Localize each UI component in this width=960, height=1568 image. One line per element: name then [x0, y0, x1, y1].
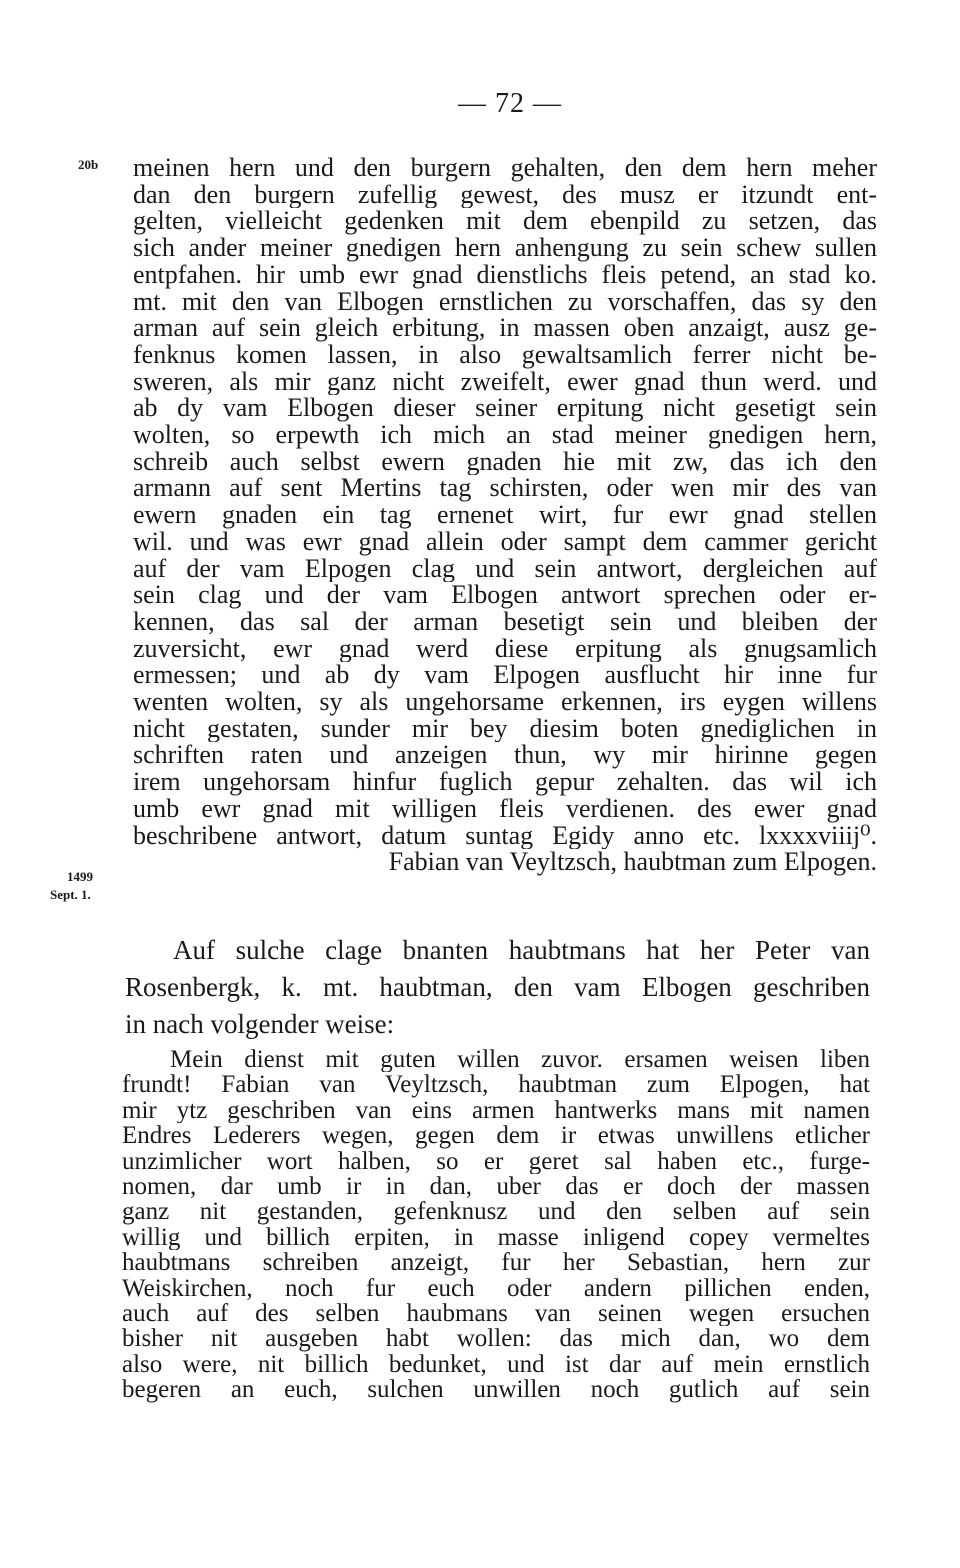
text-line: in nach volgender weise:: [125, 1009, 395, 1039]
text-line: schriften raten und anzeigen thun, wy mir hirinne gegen: [133, 742, 877, 770]
margin-note-year: 1499: [67, 869, 93, 884]
signature-line: Fabian van Veyltzsch, haubtman zum Elpogen.: [388, 849, 877, 876]
text-line: also were, nit billich bedunket, und ist dar auf mein ernstlich: [122, 1351, 870, 1378]
text-line: wenten wolten, sy als ungehorsame erkennen, irs eygen willens: [133, 689, 877, 716]
text-line: Endres Lederers wegen, gegen dem ir etwas unwillens etlicher: [122, 1123, 870, 1149]
text-line: bisher nit ausgeben habt wollen: das mich dan, wo dem: [122, 1326, 870, 1352]
text-line: Mein dienst mit guten willen zuvor. ersamen weisen liben: [170, 1047, 870, 1073]
text-line: entpfahen. hir umb ewr gnad dienstlichs fleis petend, an stad ko.: [133, 261, 877, 289]
text-line: ewern gnaden ein tag ernenet wirt, fur ewr gnad stellen: [133, 502, 877, 529]
text-line: kennen, das sal der arman besetigt sein und bleiben der: [133, 608, 877, 636]
narrative-paragraph: [125, 932, 870, 1043]
text-line: arman auf sein gleich erbitung, in massen oben anzaigt, ausz ge-: [133, 315, 877, 342]
text-line: Auf sulche clage bnanten haubtmans hat her Peter van: [173, 935, 870, 965]
text-line: ganz nit gestanden, gefenknusz und den selben auf sein: [122, 1199, 870, 1225]
text-line: begeren an euch, sulchen unwillen noch gutlich auf sein: [122, 1377, 870, 1403]
text-line: irem ungehorsam hinfur fuglich gepur zehalten. das wil ich: [133, 769, 877, 796]
text-line: auch auf des selben haubmans van seinen wegen ersuchen: [122, 1301, 870, 1327]
text-line: nicht gestaten, sunder mir bey diesim boten gnediglichen in: [133, 715, 877, 743]
text-line: wil. und was ewr gnad allein oder sampt dem cammer gericht: [133, 528, 877, 556]
text-line: nomen, dar umb ir in dan, uber das er doch der massen: [122, 1174, 870, 1200]
text-line: sein clag und der vam Elbogen antwort sprechen oder er-: [133, 582, 877, 609]
text-line: Rosenbergk, k. mt. haubtman, den vam Elbogen geschriben: [125, 972, 870, 1002]
text-line: zuversicht, ewr gnad werd diese erpitung als gnugsamlich: [133, 635, 877, 663]
text-line: wolten, so erpewth ich mich an stad meiner gnedigen hern,: [133, 422, 877, 449]
margin-note-folio: 20b: [78, 157, 99, 172]
text-line: sweren, als mir ganz nicht zweifelt, ewer gnad thun werd. und: [133, 368, 877, 396]
text-line: sich ander meiner gnedigen hern anhengung zu sein schew sullen: [133, 235, 877, 262]
text-line: ab dy vam Elbogen dieser seiner erpitung nicht gesetigt sein: [133, 395, 877, 423]
text-line: haubtmans schreiben anzeigt, fur her Sebastian, hern zur: [122, 1250, 870, 1276]
text-line: mt. mit den van Elbogen ernstlichen zu vorschaffen, das sy den: [133, 288, 877, 316]
text-line: frundt! Fabian van Veyltzsch, haubtman zum Elpogen, hat: [122, 1072, 870, 1098]
text-line: Weiskirchen, noch fur euch oder andern pillichen enden,: [122, 1275, 870, 1302]
text-line: dan den burgern zufellig gewest, des musz er itzundt ent-: [133, 181, 877, 209]
margin-note-date: Sept. 1.: [50, 887, 91, 902]
text-line: schreib auch selbst ewern gnaden hie mit zw, das ich den: [133, 448, 877, 476]
text-line: meinen hern und den burgern gehalten, den dem hern meher: [133, 155, 877, 182]
letter-paragraph: [133, 155, 877, 876]
text-line: gelten, vielleicht gedenken mit dem ebenpild zu setzen, das: [133, 208, 877, 236]
text-line: umb ewr gnad mit willigen fleis verdienen. des ewer gnad: [133, 795, 877, 823]
text-line: unzimlicher wort halben, so er geret sal haben etc., furge-: [122, 1148, 870, 1175]
text-line: mir ytz geschriben van eins armen hantwerks mans mit namen: [122, 1097, 870, 1124]
text-line: auf der vam Elpogen clag und sein antwort, dergleichen auf: [133, 555, 877, 583]
page-number: — 72 —: [458, 88, 562, 119]
text-line: fenknus komen lassen, in also gewaltsamlich ferrer nicht be-: [133, 341, 877, 369]
text-line: willig und billich erpiten, in masse inligend copey vermeltes: [122, 1224, 870, 1251]
text-line: armann auf sent Mertins tag schirsten, oder wen mir des van: [133, 475, 877, 503]
text-line: beschribene antwort, datum suntag Egidy anno etc. lxxxxviiij⁰.: [133, 822, 877, 850]
text-line: ermessen; und ab dy vam Elpogen ausflucht hir inne fur: [133, 662, 877, 690]
second-letter-paragraph: [122, 1047, 870, 1403]
